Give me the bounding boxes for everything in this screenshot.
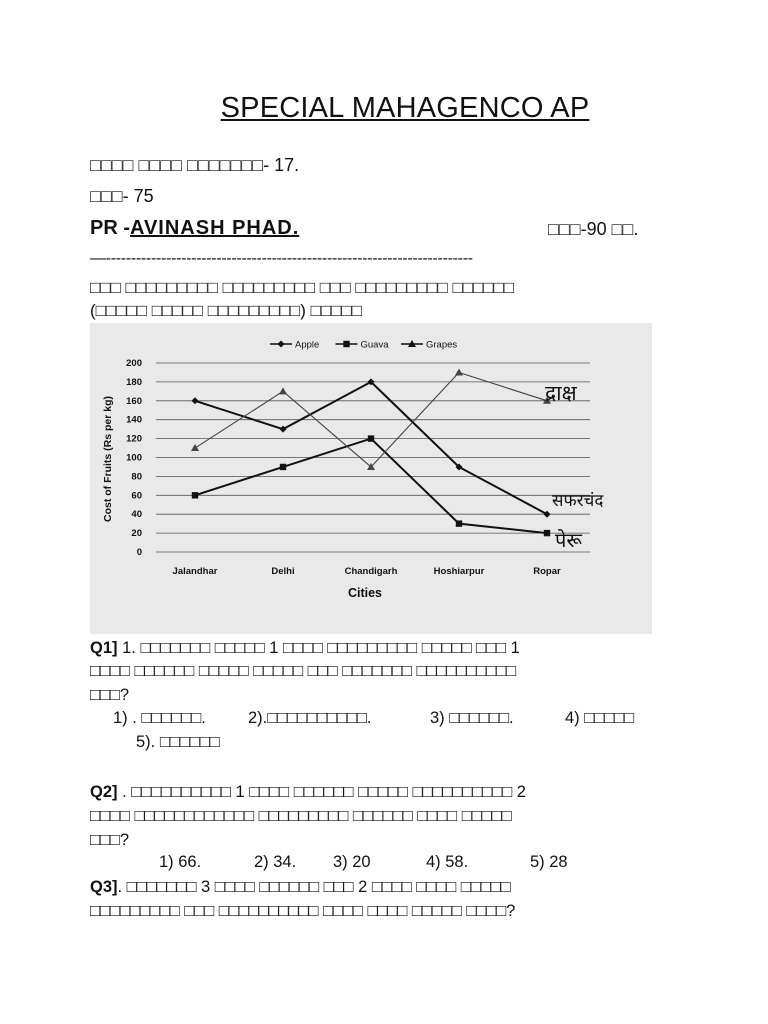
q1-option-2: 2).□□□□□□□□□□.	[248, 709, 372, 727]
q1-line-1	[90, 637, 520, 659]
q2-text-1: . □□□□□□□□□□ 1 □□□□ □□□□□□ □□□□□ □□□□□□□□□□ 2	[122, 783, 526, 801]
q2-option-2: 2) 34.	[254, 853, 297, 871]
y-tick-label: 20	[131, 528, 142, 540]
q2-option-4: 4) 58.	[426, 853, 469, 871]
q3-line-2: □□□□□□□□□ □□□ □□□□□□□□□□ □□□□ □□□□ □□□□□ □□□□?	[90, 902, 516, 920]
data-point-guava	[192, 492, 198, 498]
data-point-guava	[456, 520, 462, 526]
intro-line-2: (□□□□□ □□□□□ □□□□□□□□□) □□□□□	[90, 301, 362, 320]
legend-label: Apple	[295, 339, 320, 351]
y-tick-label: 0	[136, 547, 142, 558]
pr-prefix: PR -	[90, 217, 130, 239]
q3-text-1: . □□□□□□□ 3 □□□□ □□□□□□ □□□ 2 □□□□ □□□□ □□□□□	[117, 878, 511, 896]
header-line-1: □□□□ □□□□ □□□□□□□- 17.	[90, 155, 300, 175]
y-tick-label: 40	[131, 509, 142, 521]
y-tick-label: 160	[126, 395, 142, 407]
header-line-2: □□□- 75	[90, 186, 154, 206]
q1-line-3: □□□?	[90, 686, 130, 704]
q2-label: Q2]	[90, 783, 118, 801]
annotation-guava: पेरू	[555, 528, 582, 552]
legend-label: Guava	[360, 339, 389, 351]
legend-label: Grapes	[426, 339, 458, 351]
q2-line-3: □□□?	[90, 831, 130, 849]
y-tick-label: 140	[126, 414, 142, 426]
q2-option-5: 5) 28	[530, 853, 568, 871]
document-title: SPECIAL MAHAGENCO AP	[220, 92, 590, 124]
q2-line-1	[90, 781, 526, 803]
x-tick-label: Ropar	[533, 566, 561, 577]
data-point-grapes	[279, 387, 287, 394]
q1-text-1: 1. □□□□□□□ □□□□□ 1 □□□□ □□□□□□□□□ □□□□□ □□□ 1	[122, 639, 520, 657]
q1-label: Q1]	[90, 639, 118, 657]
x-tick-label: Jalandhar	[172, 566, 218, 577]
y-tick-label: 120	[126, 433, 142, 445]
annotation-grapes: द्राक्ष	[545, 381, 577, 405]
q3-line-1	[90, 876, 511, 898]
data-point-guava	[280, 464, 286, 470]
q1-option-5: 5). □□□□□□	[136, 733, 220, 751]
intro-line-1: □□□ □□□□□□□□□ □□□□□□□□□ □□□ □□□□□□□□□ □□□□□□	[90, 278, 515, 297]
y-tick-label: 180	[126, 376, 142, 388]
data-point-grapes	[191, 444, 199, 451]
pr-name: AVINASH PHAD.	[130, 217, 300, 239]
x-axis-label: Cities	[347, 586, 383, 600]
line-chart	[90, 323, 652, 634]
y-tick-label: 100	[126, 452, 142, 464]
q1-option-3: 3) □□□□□□.	[430, 709, 514, 727]
q2-option-3: 3) 20	[333, 853, 371, 871]
annotation-apple: सफरचंद	[552, 491, 604, 511]
q1-option-1: 1) . □□□□□□.	[113, 709, 206, 727]
pr-line	[90, 217, 299, 240]
y-axis-label: Cost of Fruits (Rs per kg)	[102, 395, 114, 523]
q2-line-2: □□□□ □□□□□□□□□□□□ □□□□□□□□□ □□□□□□ □□□□ □□□□□	[90, 807, 512, 825]
data-point-guava	[544, 530, 550, 536]
q1-line-2: □□□□ □□□□□□ □□□□□ □□□□□ □□□ □□□□□□□ □□□□□□□□□□	[90, 662, 517, 680]
q3-label: Q3]	[90, 878, 118, 896]
x-tick-label: Delhi	[271, 566, 295, 577]
legend-marker	[278, 341, 285, 348]
legend-marker	[343, 341, 349, 347]
data-point-apple	[192, 397, 199, 404]
data-point-grapes	[455, 368, 463, 375]
separator-line: —-------------------------------------------------------------------------	[90, 250, 473, 267]
y-tick-label: 200	[126, 358, 142, 369]
q1-option-4: 4) □□□□□	[565, 709, 635, 727]
y-tick-label: 60	[131, 490, 142, 502]
x-tick-label: Chandigarh	[344, 566, 398, 577]
x-tick-label: Hoshiarpur	[433, 566, 485, 577]
chart-svg	[90, 323, 652, 634]
y-tick-label: 80	[131, 471, 142, 483]
data-point-guava	[368, 435, 374, 441]
time-label: □□□-90 □□.	[548, 219, 639, 239]
series-line-apple	[195, 382, 547, 514]
q2-option-1: 1) 66.	[159, 853, 202, 871]
